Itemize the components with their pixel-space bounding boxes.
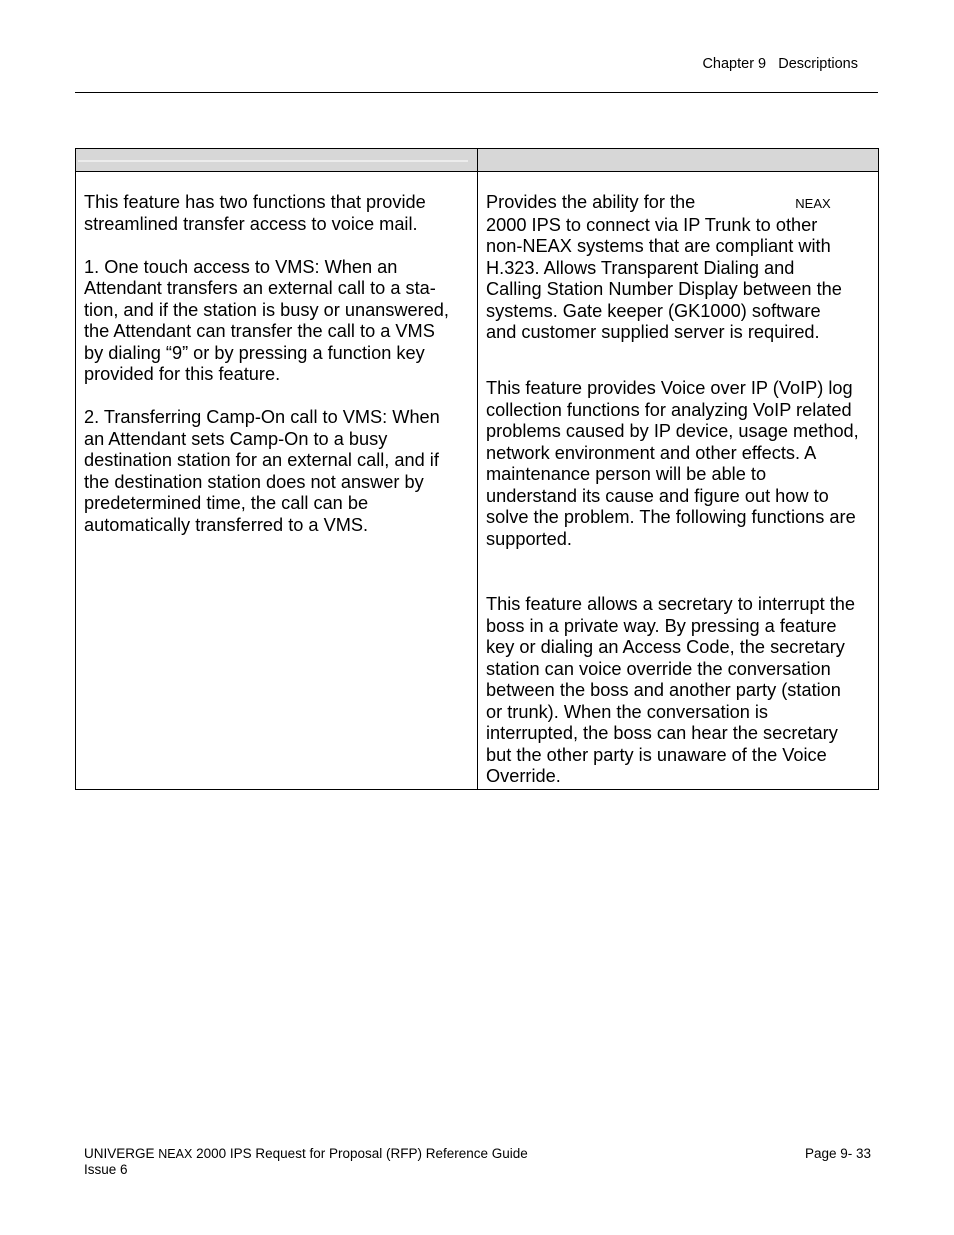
text-line: supported.: [486, 528, 572, 549]
footer-title-line: [84, 1146, 528, 1162]
footer-document-title: [84, 1146, 528, 1178]
table-header-left: [76, 149, 477, 172]
footer-page-number: Page 9- 33: [804, 1146, 871, 1161]
column-divider: [477, 149, 478, 789]
section-label: Descriptions: [778, 56, 858, 72]
text-line: network environment and other effects. A: [486, 442, 817, 463]
neax-small-caps: NEAX: [795, 196, 831, 211]
right-cell-voice-override: [486, 594, 874, 788]
footer-brand: UNIVERGE: [84, 1146, 155, 1161]
text-line: provided for this feature.: [84, 364, 281, 384]
text-line: between the boss and another party (station: [486, 680, 841, 700]
text-line: the destination station does not answer by: [84, 471, 424, 492]
text-line: 1. One touch access to VMS: When an: [84, 256, 398, 277]
text-line: streamlined transfer access to voice mail.: [84, 213, 418, 234]
text-line: boss in a private way. By pressing a feature: [486, 615, 837, 636]
vms-intro-paragraph: [84, 192, 469, 235]
text-line: This feature provides Voice over IP (VoIP) log: [486, 378, 853, 398]
running-header: [702, 56, 858, 72]
text-line: systems. Gate keeper (GK1000) software: [486, 300, 821, 321]
text-line: Override.: [486, 766, 561, 786]
ip-trunk-lead-text: Provides the ability for the: [486, 192, 696, 212]
text-line: non-NEAX systems that are compliant with: [486, 236, 831, 256]
text-line: Attendant transfers an external call to a sta-: [84, 278, 436, 298]
text-line: Calling Station Number Display between the: [486, 279, 842, 299]
text-line: station can voice override the conversation: [486, 658, 831, 679]
chapter-label: Chapter 9: [702, 56, 767, 72]
text-line: This feature allows a secretary to interrupt the: [486, 594, 855, 614]
text-line: understand its cause and figure out how to: [486, 485, 829, 506]
left-cell-vms-transfer: [84, 192, 469, 558]
footer-issue: Issue 6: [84, 1162, 128, 1177]
table-header-right: [478, 149, 878, 172]
text-line: automatically transferred to a VMS.: [84, 514, 369, 535]
header-shade-line: [78, 160, 468, 162]
text-line: but the other party is unaware of the Voice: [486, 744, 827, 765]
text-line: maintenance person will be able to: [486, 464, 767, 484]
text-line: H.323. Allows Transparent Dialing and: [486, 257, 795, 278]
right-cell-voip-log: [486, 378, 874, 550]
text-line: the Attendant can transfer the call to a VMS: [84, 321, 435, 341]
text-line: predetermined time, the call can be: [84, 493, 369, 513]
text-line: or trunk). When the conversation is: [486, 701, 769, 722]
text-line: 2000 IPS to connect via IP Trunk to other: [486, 214, 818, 235]
vms-item2-paragraph: [84, 407, 469, 536]
text-line: problems caused by IP device, usage method,: [486, 421, 859, 441]
text-line: This feature has two functions that provide: [84, 192, 426, 212]
text-line: an Attendant sets Camp-On to a busy: [84, 428, 388, 449]
text-line: tion, and if the station is busy or unanswered,: [84, 299, 449, 320]
text-line: by dialing “9” or by pressing a function key: [84, 342, 425, 363]
text-line: key or dialing an Access Code, the secretary: [486, 637, 845, 657]
text-line: solve the problem. The following functions are: [486, 507, 856, 527]
text-line: collection functions for analyzing VoIP related: [486, 399, 852, 420]
text-line: interrupted, the boss can hear the secretary: [486, 723, 838, 743]
footer-product: 2000 IPS: [196, 1146, 252, 1161]
right-cell-ip-trunk: [486, 192, 874, 344]
text-line: [486, 192, 874, 215]
footer-title: Request for Proposal (RFP) Reference Guide: [255, 1146, 528, 1161]
text-line: and customer supplied server is required.: [486, 322, 820, 342]
header-divider: [75, 92, 878, 93]
footer-neax: NEAX: [158, 1147, 193, 1161]
text-line: 2. Transferring Camp-On call to VMS: When: [84, 407, 440, 427]
vms-item1-paragraph: [84, 257, 469, 386]
feature-table: [75, 148, 879, 790]
text-line: destination station for an external call, and if: [84, 450, 439, 470]
